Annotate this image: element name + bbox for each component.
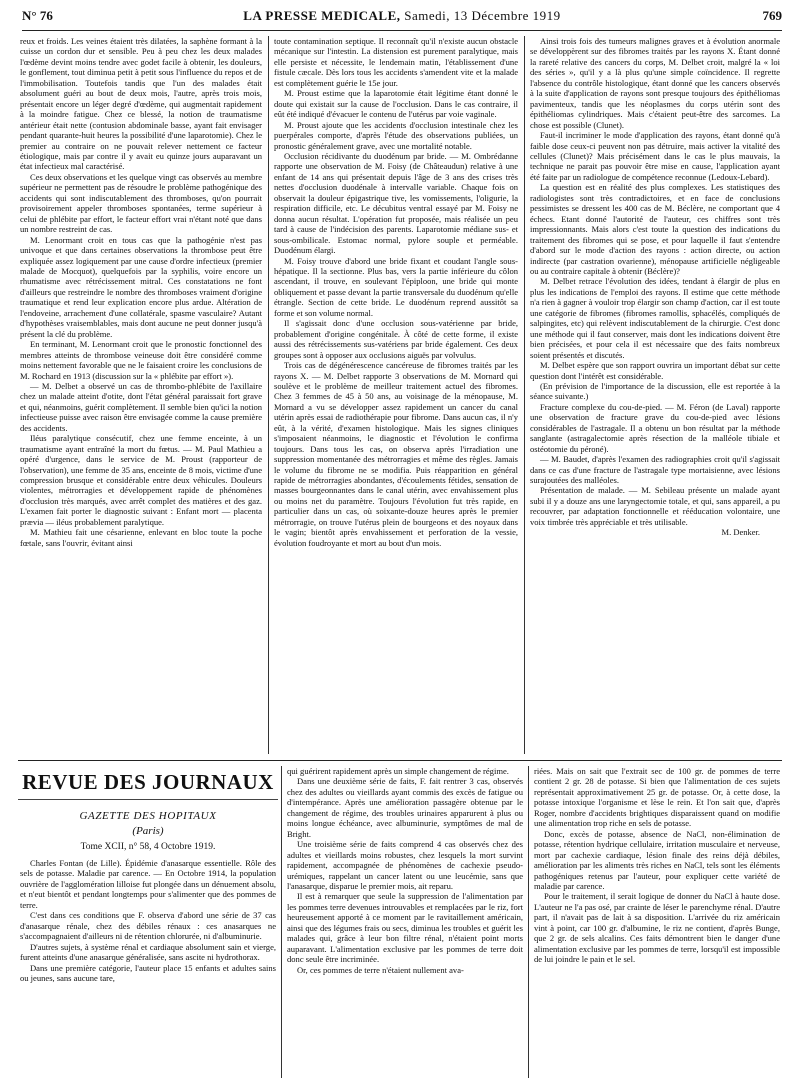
- revue-title: REVUE DES JOURNAUX: [18, 770, 278, 800]
- journal-issue: Tome XCII, n° 58, 4 Octobre 1919.: [80, 842, 216, 852]
- issue-date: Samedi, 13 Décembre 1919: [404, 8, 561, 23]
- paragraph: C'est dans ces conditions que F. observa d'abord une série de 37 cas d'anasarque rénale, chez des débiles rénaux : ces anasarques ne s'accompagnaient d'ailleurs ni de rétention chlorurée, ni d'albuminurie.: [20, 910, 276, 942]
- paragraph: Donc, excès de potasse, absence de NaCl, non-élimination de potasse, rétention hydrique cellulaire, irritation musculaire et nerveuse, mort par cachexie cardiaque, lésion finale des reins déjà débiles, amélioration par les aliments très riches en NaCl, tels sont les éléments pathogéniques retenus par l'auteur, pour expliquer cette variété de maladie par carence.: [534, 828, 780, 891]
- page-number: 769: [762, 8, 782, 23]
- running-header: [22, 8, 782, 28]
- paragraph: Ainsi trois fois des tumeurs malignes graves et à évolution anormale se développèrent sur des fibromes traités par les rayons X. Étant donné la rareté relative des cancers du corps, M. Delbet croit, malgré la « loi des séries », qu'il y a là plus qu'une simple coïncidence. Il regrette l'absence du contrôle histologique, étant donné que les cancers observés à la suite d'application de rayons sont presque toujours des épithéliomas pavimenteux, tandis que les néoplasmes du corps utérin sont des épithéliomas cylindriques. Mais c'étaient peut-être des sarcomes. La chose est possible (Clunet).: [530, 36, 780, 130]
- revue-column-1: [20, 858, 276, 1076]
- paragraph: M. Mathieu fait une césarienne, enlevant en bloc toute la poche fœtale, sans l'ouvrir, évitant ainsi: [20, 527, 262, 548]
- paragraph: riées. Mais on sait que l'extrait sec de 100 gr. de pommes de terre contient 2 gr. 28 de potasse. Si bien que l'alimentation de ces sujets représentait approximativement 25 gr. de potasse. Or, à cette dose, la potasse intoxique l'organisme et lèse le rein. Et l'on sait que, d'après Roger, nombre d'accidents brightiques disparaissent quand on modifie une alimentation trop riche en sels de potasse.: [534, 766, 780, 829]
- top-column-2: [274, 36, 518, 754]
- paragraph: qui guérirent rapidement après un simple changement de régime.: [287, 766, 509, 776]
- paragraph: reux et froids. Les veines étaient très dilatées, la saphène formant à la cuisse un cordon dur et sensible. Peu à peu chez les deux malades l'œdème devint moins tendre avec godet facile à obtenir, les douleurs, le gonflement, tout diminua petit à petit sous l'influence du repos et de l'immobilisation. Toutefois tandis que l'un des malades était absolument guéri au bout de deux mois, l'autre, après trois mois, présentait encore un léger degré d'œdème, qui augmentait rapidement à la moindre fatigue. Chez ce blessé, la notion de traumatisme antérieur était nette (contusion abdominale basse, ayant fait envisager pendant quarante-huit heures la possibilité d'une laparotomie). Chez le premier au contraire on ne pouvait relever nettement ce facteur étiologique, mais par contre il y avait eu quinze jours auparavant un état infectieux mal caractérisé.: [20, 36, 262, 172]
- paragraph: Dans une première catégorie, l'auteur place 15 enfants et adultes sains ou jeunes, sans aucune tare,: [20, 962, 276, 983]
- paragraph: — M. Baudet, d'après l'examen des radiographies croit qu'il s'agissait dans ce cas d'une fracture de l'astragale type mortaisienne, avec lésions surajoutées des malléoles.: [530, 454, 780, 486]
- journal-title-line: [22, 8, 782, 24]
- column-divider: [528, 766, 529, 1078]
- paragraph: Faut-il incriminer le mode d'application des rayons, étant donné qu'à faible dose ceux-ci peuvent non pas détruire, mais activer la vitalité des cellules (Clunet)? Mais précisément dans le cas le plus mauvais, la technique ne parait pas pouvoir être mise en cause, l'application ayant été faite par un radiologue de compétence reconnue (Ledoux-Lebard).: [530, 130, 780, 182]
- journal-name: LA PRESSE MEDICALE,: [243, 8, 401, 23]
- paragraph: toute contamination septique. Il reconnaît qu'il n'existe aucun obstacle mécanique sur l'intestin. La distension est purement paralytique, mais elle persiste et nécessite, le lendemain matin, l'établissement d'une fistule cæcale. Dès lors tous les accidents s'amendent vite et la malade est complètement guérie le 15e jour.: [274, 36, 518, 88]
- header-rule: [22, 30, 782, 31]
- section-paragraph: Fracture complexe du cou-de-pied. — M. Féron (de Laval) rapporte une observation de fracture grave du cou-de-pied avec lésions considérables de l'astragale. Il a obtenu un bon résultat par la méthode sanglante (astragalectomie après résection de la malléole tibiale et ostéotomie du péroné).: [530, 401, 780, 454]
- paragraph: M. Foisy trouve d'abord une bride fixant et coudant l'angle sous-hépatique. Il la sectionne. Plus bas, vers la partie inférieure du côlon ascendant, il trouve, en soulevant l'épiploon, une bride qui monte obliquement et passe devant la partie transversale du duodénum qu'elle étrangle. Section de cette bride. Le duodénum reprend aussitôt sa forme et son volume normal.: [274, 255, 518, 318]
- revue-column-2: [287, 766, 523, 1076]
- paragraph: Il s'agissait donc d'une occlusion sous-vatérienne par bride, probablement d'origine congénitale. À côté de cette forme, il existe aussi des rétrécissements sus-vatériens par bride également. Ces deux groupes sont à opposer aux occlusions aiguës par volvulus.: [274, 318, 518, 360]
- revue-column-3: [534, 766, 780, 1076]
- paragraph: Une troisième série de faits comprend 4 cas observés chez des adultes et vieillards moins robustes, chez lesquels la mort survint rapidement, accompagnée de phénomènes de cachexie pseudo-urémiques, rappelant un cancer latent ou une leucémie, sans que l'anasarque, disparue le premier mois, ait reparu.: [287, 839, 523, 891]
- top-column-1: [20, 36, 262, 754]
- paragraph: M. Proust estime que la laparotomie était légitime étant donné le doute qui existait sur la cause de l'occlusion. Dans le cas contraire, il eût été indiqué d'évacuer le contenu de l'utérus par voie vaginale.: [274, 88, 518, 120]
- paragraph: M. Proust ajoute que les accidents d'occlusion intestinale chez les puerpérales comporte, d'après l'étude des observations publiées, un pronostic généralement grave, avec une mortalité notable.: [274, 119, 518, 151]
- section-divider: [18, 760, 782, 761]
- article-lead: Charles Fontan (de Lille). Épidémie d'anasarque essentielle. Rôle des sels de potasse. Maladie par carence. — En Octobre 1914, la population ouvrière de l'agglomération lilloise fut plongée dans un dénuement absolu, et n'eut bientôt et pendant longtemps pour s'alimenter que des pommes de terre.: [20, 858, 276, 910]
- column-divider: [524, 36, 525, 754]
- paragraph: La question est en réalité des plus complexes. Les statistiques des radiologistes sont très contradictoires, et en face de conclusions pessimistes se dressent les 400 cas de M. Béclère, ne comportant que 4 échecs. Etant donné l'autorité de l'auteur, ces chiffres sont très impressionnants. Mais alors c'est toute la question des indications du traitement des fibromes qui se pose, et pour laquelle il faut s'entendre d'abord sur le mode d'action des rayons : action directe, ou action indirecte (par castration ovarienne), ménopause artificielle négligeable ou au contraire capitale à obtenir (Béclère)?: [530, 182, 780, 276]
- paragraph: M. Lenormant croit en tous cas que la pathogénie n'est pas univoque et que dans certaines observations la thrombose peut être expliquée assez logiquement par une cause d'ordre infectieux (premier malade de Mocquot), quelquefois par la syphilis, voire encore un rhumatisme avec rétrécissement mitral. Ces constatations ne font d'ailleurs que restreindre le nombre des thromboses vraiment d'origine traumatique et rend leur explication encore plus ardue. Altération de l'endoveine, arrachement d'une collatérale, spasme vasculaire? Autant d'hypothèses vraisemblables, mais dont aucune ne peut donner jusqu'à présent la clé du problème.: [20, 234, 262, 339]
- paragraph: M. Delbet espère que son rapport ouvrira un important débat sur cette question dont l'intérêt est considérable.: [530, 360, 780, 381]
- paragraph: — M. Delbet a observé un cas de thrombo-phlébite de l'axillaire chez un malade atteint d'otite, dont l'état général paraissait fort grave et qui, néanmoins, guérit complètement. Il semble bien qu'ici la notion infectieuse puisse avec raison être envisagée comme la cause première des accidents.: [20, 380, 262, 433]
- journal-city: (Paris): [132, 825, 164, 837]
- paragraph: Or, ces pommes de terre n'étaient nullement ava-: [297, 964, 464, 975]
- journal-source: GAZETTE DES HOPITAUX: [79, 810, 217, 822]
- paragraph: Pour le traitement, il serait logique de donner du NaCl à haute dose. L'auteur ne l'a pas osé, par crainte de léser le parenchyme rénal. D'autre part, il n'avait pas de lait à sa disposition. L'arrivée du riz américain vint à point, car 100 gr. d'albumine, le riz ne contient, d'après Bunge, que 2 gr. de sels alcalins. Ces faits démontrent bien le danger d'une alimentation exclusive par les pommes de terre, lorsqu'il est impossible de lui joindre le pain et le sel.: [534, 891, 780, 965]
- section-paragraph: Occlusion récidivante du duodénum par bride. — M. Ombrédanne rapporte une observation de M. Foisy (de Châteaudun) relative à une enfant de 14 ans qui présentait depuis l'âge de 3 ans des crises très nettes d'occlusion duodénale à intervalle variable. Chaque fois on observait la douleur épigastrique tive, les vomissements, l'oligurie, la respiration difficile, etc. Le décubitus ventral essayé par M. Foisy ne donna aucun résultat. L'opération fut proposée, mais réalisée un peu tard à cause de l'indécision des parents. Laparotomie médiane sus- et sous-ombilicale. Estomac normal, pylore souple et perméable. Duodénum élargi.: [274, 150, 518, 256]
- section-paragraph: Iléus paralytique consécutif, chez une femme enceinte, à un traumatisme ayant entraîné la mort du fœtus. — M. Paul Mathieu a opéré d'urgence, dans le service de M. Proust (rapporteur de l'observation), une femme de 35 ans, enceinte de 8 mois, victime d'une compression brusque et considérable entre deux véhicules. Douleurs violentes, métrorragies et développement rapide de phénomènes d'occlusion très marqués, avec arrêt complet des matières et des gaz. L'examen fait porter le diagnostic suivant : Enfant mort — placenta prævia — iléus probablement paralytique.: [20, 433, 262, 527]
- author-signature: M. Denker.: [721, 527, 760, 538]
- column-divider: [281, 766, 282, 1078]
- paragraph: M. Delbet retrace l'évolution des idées, tendant à élargir de plus en plus les indications de l'emploi des rayons. Il estime que cette méthode n'a rien à gagner à vouloir trop élargir son champ d'action, car il est toute une catégorie de fibromes (fibromes ramollis, sphacélés, compliqués de salpingites, etc) qui relèvent indiscutablement de la chirurgie. C'est donc une méthode qui il faut conserver, mais dont les indications doivent être bien précisées, et pour cela il est nécessaire que des faits nombreux soient présentés et discutés.: [530, 276, 780, 360]
- paragraph: D'autres sujets, à système rénal et cardiaque absolument sain et vierge, furent atteints d'une anasarque généralisée, sans ascite ni hydrothorax.: [20, 941, 276, 963]
- paragraph: Dans une deuxième série de faits, F. fait rentrer 3 cas, observés chez des adultes ou vieillards ayant commis des excès de fatigue ou d'intempérance. Après une amélioration passagère obtenue par le changement de régime, des troubles urinaires apparurent à plus ou moins longue échéance, avec albuminurie, symptômes de mal de Bright.: [287, 776, 523, 839]
- top-column-3: [530, 36, 780, 754]
- paragraph: Il est à remarquer que seule la suppression de l'alimentation par les pommes terre devenues introuvables et remplacées par le riz, fort heureusement apporté à ce moment par le ravitaillement américain, ainsi que des légumes frais ou secs, diminua les troubles et guérit les malades qui, grâce à leur bon filtre rénal, n'étaient point morts auparavant. L'alimentation exclusive par les pommes de terre doit donc seule être incriminée.: [287, 891, 523, 965]
- section-paragraph: Présentation de malade. — M. Sebileau présente un malade ayant subi il y a douze ans une laryngectomie totale, et qui, sans appareil, a pu recouvrer, par adaptation fonctionnelle et rééducation volontaire, une voix timbrée très appréciable et très utilisable.: [530, 485, 780, 527]
- column-divider: [268, 36, 269, 754]
- paragraph: Ces deux observations et les quelque vingt cas observés au membre supérieur ne permettent pas de résoudre le problème pathogénique des accidents qui sont indiscutablement des thromboses, qu'on pourrait provisoirement appeler thromboses spontanées, terme supérieur à celui de phlébite par effort, le facteur effort vrai n'étant noté que dans un nombre restreint de cas.: [20, 171, 262, 235]
- paragraph: (En prévision de l'importance de la discussion, elle est reportée à la séance suivante.): [530, 380, 780, 402]
- section-paragraph: Trois cas de dégénérescence cancéreuse de fibromes traités par les rayons X. — M. Delbet rapporte 3 observations de M. Mornard qui soulève et le problème de meilleur traitement actuel des fibromes. Chez 3 femmes de 45 à 50 ans, au voisinage de la ménopause, M. Mornard a vu se développer assez rapidement un cancer du canal utérin après essai de radiothérapie pour fibrome. Dans aucun cas, il n'y eût, à la vérité, d'examen histologique. Mais les signes cliniques s'imposaient néanmoins, le diagnostic et l'évolution le confirma toujours. Dans tous les cas, on observa après l'irradiation une suppression momentanée des métrorragies et même des règles. Jamais le volume du fibrome ne se modifia. Puis réapparition en général rapide de métrorragies abondantes, d'écoulements fétides, sensation de masses bourgeonnantes dans le canal utérin, avec envahissement plus ou moins net du paramètre. Toujours l'évolution fut très rapide, en particulier dans un cas, où soixante-douze heures après le premier métrorragie, on trouve l'utérus plein de bourgeons et des noyaux dans le vagin; bientôt après envahissement et perforation de la vessie, évolution foudroyante et mort au bout d'un mois.: [274, 360, 518, 548]
- paragraph: En terminant, M. Lenormant croit que le pronostic fonctionnel des membres atteints de thrombose veineuse doit être considéré comme moins nettement favorable que ne le faisaient croire les conclusions de M. Rochard en 1913 (discussion sur la « phlébite par effort »).: [20, 339, 262, 381]
- issue-number: N° 76: [22, 8, 53, 23]
